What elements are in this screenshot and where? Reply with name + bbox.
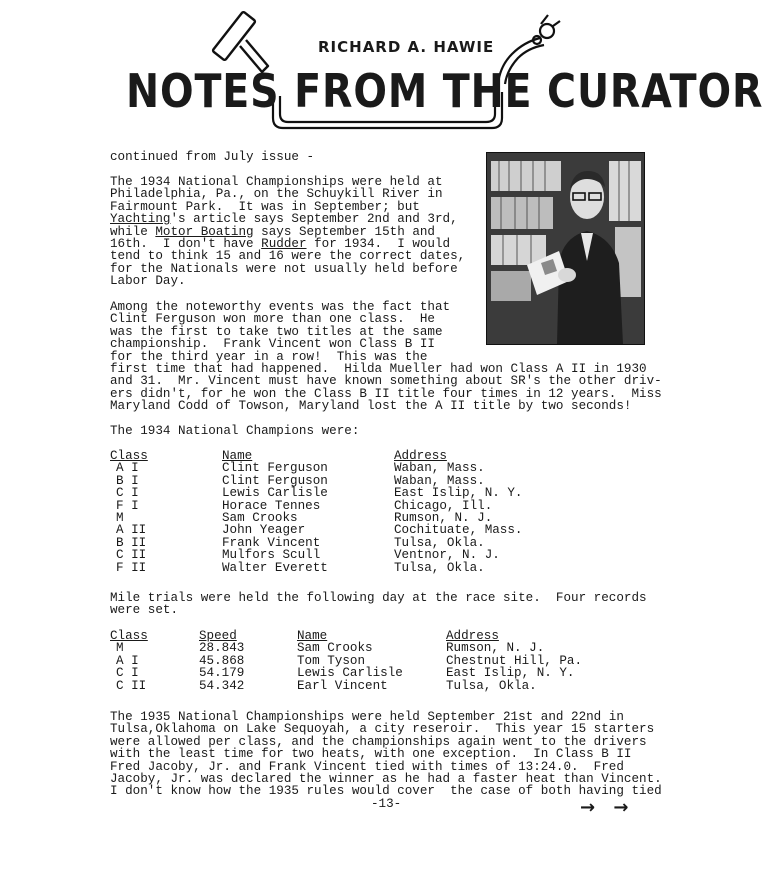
- name-cell: Sam Crooks: [222, 511, 298, 526]
- paragraph-line: The 1935 National Championships were held September 21st and 22nd in: [110, 710, 624, 724]
- paragraph-text: 's article says September 2nd and 3rd,: [170, 212, 458, 227]
- address-cell: East Islip, N. Y.: [446, 666, 575, 681]
- paragraph-line: Jacoby, Jr. was declared the winner as he had a faster heat than Vincent.: [110, 772, 662, 787]
- paragraph-line: were allowed per class, and the championships again went to the drivers: [110, 734, 647, 749]
- address-cell: Chestnut Hill, Pa.: [446, 653, 583, 668]
- class-cell: C I: [116, 486, 139, 501]
- class-cell: A I: [116, 461, 139, 476]
- table-row: [110, 549, 522, 561]
- paragraph-line: for the third year in a row! This was the: [110, 349, 428, 364]
- paragraph-line: first time that had happened. Hilda Mueller had won Class A II in 1930: [110, 362, 647, 377]
- column-header-speed: Speed: [199, 629, 237, 643]
- speed-cell: 54.179: [199, 666, 245, 681]
- address-cell: Rumson, N. J.: [394, 511, 493, 526]
- class-cell: A I: [116, 653, 139, 668]
- paragraph-1: [110, 176, 465, 288]
- speed-cell: 28.843: [199, 641, 245, 656]
- class-cell: F I: [116, 498, 139, 513]
- name-cell: Mulfors Scull: [222, 548, 321, 563]
- column-header-name: Name: [297, 629, 328, 643]
- address-cell: Tulsa, Okla.: [446, 678, 537, 693]
- paragraph-text: 16th. I don't have: [110, 237, 262, 252]
- paragraph-line: Fred Jacoby, Jr. and Frank Vincent tied with times of 13:24.0. Fred: [110, 759, 624, 774]
- paragraph-3: [110, 711, 662, 798]
- class-cell: A II: [116, 523, 147, 538]
- address-cell: Chicago, Ill.: [394, 498, 493, 513]
- mile-trials-intro: [110, 592, 647, 617]
- tiller-drawing-icon: [212, 11, 268, 72]
- name-cell: John Yeager: [222, 523, 306, 538]
- paragraph-line: Clint Ferguson won more than one class. He: [110, 312, 435, 327]
- paragraph-line: The 1934 National Championships were held at: [110, 175, 443, 189]
- speed-cell: 45.868: [199, 653, 245, 668]
- table-row: [110, 680, 582, 692]
- paragraph-line: for the Nationals were not usually held before: [110, 261, 458, 276]
- column-header-name: Name: [222, 449, 253, 463]
- address-cell: Tulsa, Okla.: [394, 535, 485, 550]
- table-row: [110, 642, 582, 654]
- paragraph-line: I don't know how the 1935 rules would cover the case of both having tied: [110, 784, 662, 799]
- class-cell: C II: [116, 548, 147, 563]
- paragraph-line: Mile trials were held the following day at the race site. Four records: [110, 591, 647, 605]
- page-number: -13-: [371, 797, 402, 811]
- table-row: [110, 487, 522, 499]
- champions-table: [110, 450, 522, 574]
- mile-trials-table: [110, 630, 582, 692]
- paragraph-line: championship. Frank Vincent won Class B II: [110, 337, 435, 352]
- class-cell: M: [116, 511, 124, 526]
- paragraph-line: was the first to take two titles at the same: [110, 324, 443, 339]
- paragraph-line: ers didn't, for he won the Class B II title four times in 12 years. Miss: [110, 386, 662, 401]
- class-cell: F II: [116, 560, 147, 575]
- paragraph-2: [110, 301, 662, 413]
- address-cell: Rumson, N. J.: [446, 641, 545, 656]
- table-row: [110, 667, 582, 679]
- paragraph-line: Fairmount Park. It was in September; but: [110, 199, 420, 214]
- table-row: [110, 524, 522, 536]
- name-cell: Earl Vincent: [297, 678, 388, 693]
- paragraph-line: Labor Day.: [110, 274, 186, 289]
- name-cell: Frank Vincent: [222, 535, 321, 550]
- champions-intro: The 1934 National Champions were:: [110, 424, 360, 438]
- class-cell: C I: [116, 666, 139, 681]
- class-cell: C II: [116, 678, 147, 693]
- page-title: NOTES FROM THE CURATOR: [126, 64, 763, 118]
- continued-arrows-icon: → →: [580, 797, 635, 818]
- column-header-class: Class: [110, 629, 148, 643]
- paragraph-line: Maryland Codd of Towson, Maryland lost the A II title by two seconds!: [110, 399, 632, 414]
- table-row: [110, 462, 522, 474]
- paragraph-line: with the least time for two heats, with one exception. In Class B II: [110, 747, 632, 762]
- class-cell: M: [116, 641, 124, 656]
- name-cell: Lewis Carlisle: [297, 666, 403, 681]
- address-cell: Ventnor, N. J.: [394, 548, 500, 563]
- class-cell: B I: [116, 473, 139, 488]
- paragraph-line: Tulsa,Oklahoma on Lake Sequoyah, a city reseroir. This year 15 starters: [110, 722, 655, 737]
- intro-line: continued from July issue -: [110, 150, 315, 164]
- paragraph-line: Philadelphia, Pa., on the Schuykill River in: [110, 187, 443, 202]
- address-cell: Waban, Mass.: [394, 473, 485, 488]
- byline: RICHARD A. HAWIE: [318, 38, 495, 56]
- name-cell: Sam Crooks: [297, 641, 373, 656]
- address-cell: Tulsa, Okla.: [394, 560, 485, 575]
- address-cell: East Islip, N. Y.: [394, 486, 523, 501]
- paragraph-text: while: [110, 224, 156, 239]
- address-cell: Cochituate, Mass.: [394, 523, 523, 538]
- name-cell: Clint Ferguson: [222, 473, 328, 488]
- name-cell: Walter Everett: [222, 560, 328, 575]
- name-cell: Tom Tyson: [297, 653, 366, 668]
- paragraph-text: says September 15th and: [253, 224, 435, 239]
- column-header-address: Address: [446, 629, 499, 643]
- publication-motor-boating: Motor Boating: [155, 224, 254, 239]
- name-cell: Horace Tennes: [222, 498, 321, 513]
- paragraph-line: and 31. Mr. Vincent must have known something about SR's the other driv-: [110, 374, 662, 389]
- publication-yachting: Yachting: [110, 212, 171, 227]
- paragraph-line: were set.: [110, 603, 179, 618]
- paragraph-text: for 1934. I would: [306, 237, 451, 252]
- publication-rudder: Rudder: [261, 237, 307, 252]
- paragraph-line: Among the noteworthy events was the fact that: [110, 300, 451, 314]
- table-row: [110, 562, 522, 574]
- speed-cell: 54.342: [199, 678, 245, 693]
- address-cell: Waban, Mass.: [394, 461, 485, 476]
- column-header-class: Class: [110, 449, 148, 463]
- name-cell: Clint Ferguson: [222, 461, 328, 476]
- name-cell: Lewis Carlisle: [222, 486, 328, 501]
- column-header-address: Address: [394, 449, 447, 463]
- paragraph-line: tend to think 15 and 16 were the correct dates,: [110, 249, 466, 264]
- class-cell: B II: [116, 535, 147, 550]
